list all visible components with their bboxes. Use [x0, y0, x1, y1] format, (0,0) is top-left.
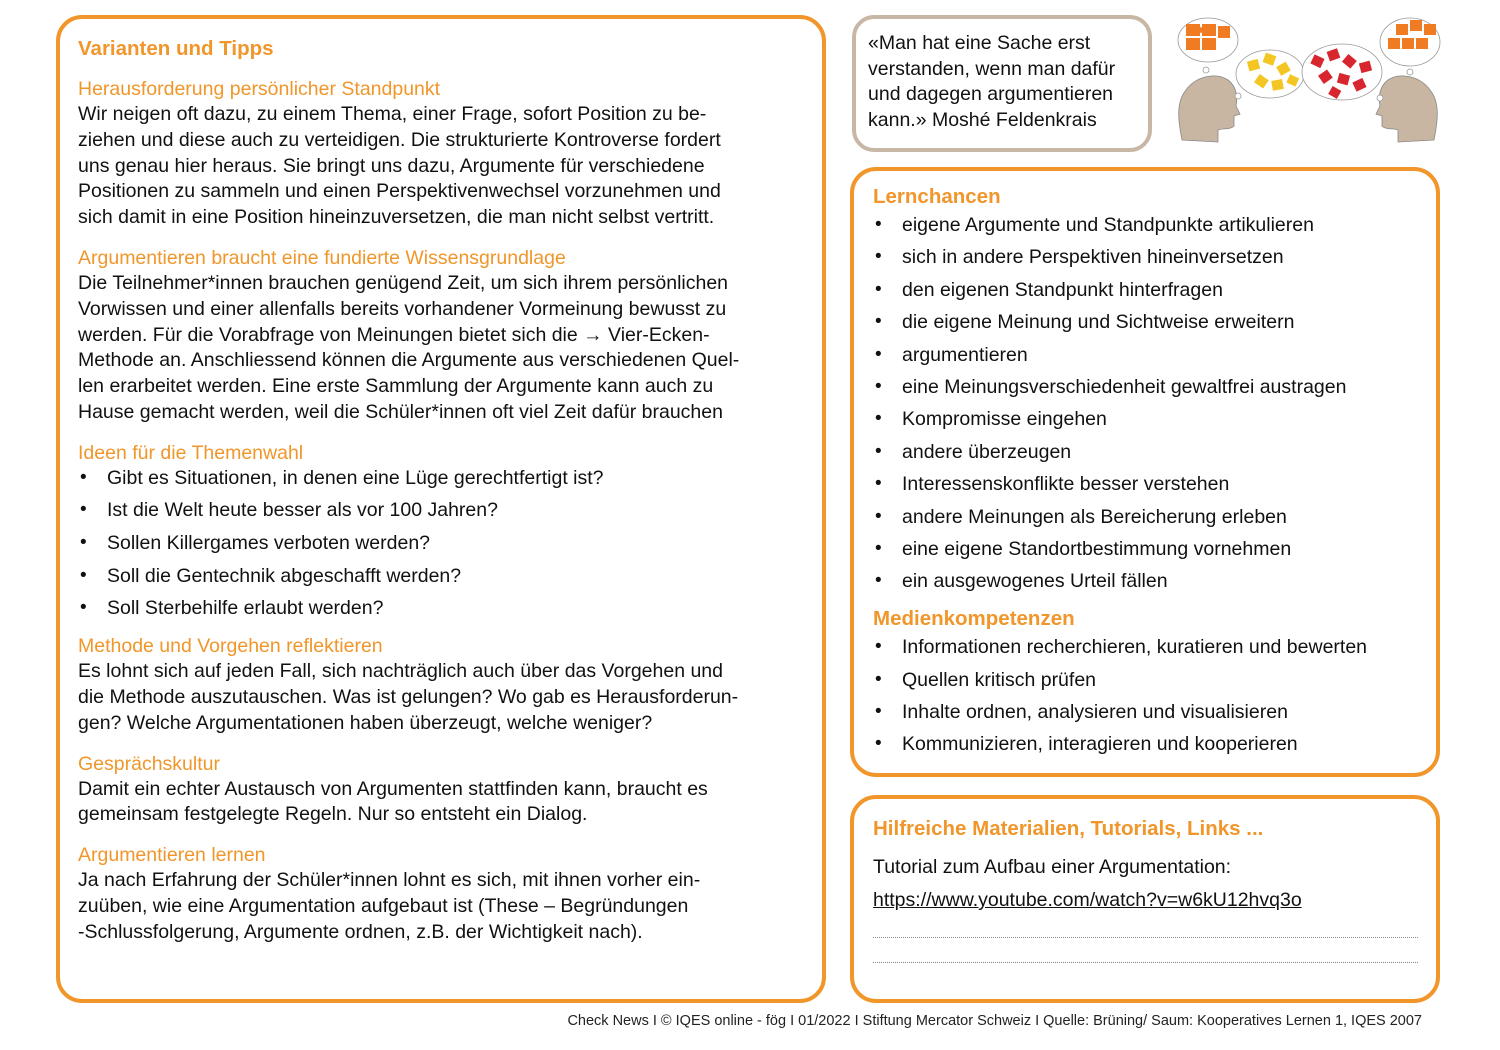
text-line: Ja nach Erfahrung der Schüler*innen lohnt es sich, mit ihnen vorher ein-: [78, 869, 701, 892]
footer-credits: Check News I © IQES online - fög I 01/2022 I Stiftung Mercator Schweiz I Quelle: Brüning/ Saum: Kooperatives Lernen 1, IQES 2007: [567, 1013, 1422, 1029]
list-item: • Soll die Gentechnik abgeschafft werden?: [78, 564, 802, 588]
list-item: • Soll Sterbehilfe erlaubt werden?: [78, 596, 802, 620]
text-line: Hause gemacht werden, weil die Schüler*innen oft viel Zeit dafür brauchen: [78, 400, 723, 423]
tutorial-link[interactable]: https://www.youtube.com/watch?v=w6kU12hvq3o: [873, 889, 1302, 911]
section-argumentieren-lernen: [78, 843, 802, 945]
list-item: • sich in andere Perspektiven hineinversetzen: [873, 245, 1418, 269]
text-line: ziehen und diese auch zu verteidigen. Die strukturierte Kontroverse fordert: [78, 128, 721, 151]
section-title: Methode und Vorgehen reflektieren: [78, 635, 383, 658]
text-line: Positionen zu sammeln und einen Perspektivenwechsel vorzunehmen und: [78, 180, 721, 203]
topic-list: [78, 466, 802, 620]
text-line: uns genau hier heraus. Sie bringt uns dazu, Argumente für verschiedene: [78, 154, 705, 177]
text-line: Wir neigen oft dazu, zu einem Thema, einer Frage, sofort Position zu be-: [78, 103, 707, 125]
list-item: • argumentieren: [873, 343, 1418, 367]
blank-line: [873, 927, 1418, 938]
text-line: Vorwissen und einer allenfalls bereits vorhandener Vormeinung bewusst zu: [78, 297, 727, 320]
quote-line: «Man hat eine Sache erst: [868, 32, 1091, 54]
quote-box: [852, 15, 1152, 152]
list-item: • Kommunizieren, interagieren und kooperieren: [873, 732, 1418, 756]
list-item: • Sollen Killergames verboten werden?: [78, 531, 802, 555]
section-text: [78, 659, 802, 736]
section-title: Herausforderung persönlicher Standpunkt: [78, 78, 441, 100]
list-item: • Interessenskonflikte besser verstehen: [873, 472, 1418, 496]
list-item: • ein ausgewogenes Urteil fällen: [873, 569, 1418, 593]
list-item: • die eigene Meinung und Sichtweise erweitern: [873, 310, 1418, 334]
quote-line: und dagegen argumentieren: [868, 83, 1114, 105]
section-title: Gesprächskultur: [78, 752, 220, 775]
section-title: Argumentieren braucht eine fundierte Wissensgrundlage: [78, 246, 566, 269]
links-panel: [850, 795, 1440, 1003]
quote-line: kann.» Moshé Feldenkrais: [868, 108, 1097, 131]
section-text: [78, 271, 802, 426]
list-item: • eine Meinungsverschiedenheit gewaltfrei austragen: [873, 375, 1418, 399]
two-heads-puzzle-illustration: [1172, 10, 1444, 150]
list-item: • Inhalte ordnen, analysieren und visualisieren: [873, 700, 1418, 724]
text-line: Damit ein echter Austausch von Argumenten stattfinden kann, braucht es: [78, 777, 708, 800]
text-line: werden. Für die Vorabfrage von Meinungen bietet sich die → Vier-Ecken-: [78, 323, 710, 346]
text-line: zuüben, wie eine Argumentation aufgebaut ist (These – Begründungen: [78, 894, 689, 917]
text-line: die Methode auszutauschen. Was ist gelungen? Wo gab es Herausforderun-: [78, 685, 739, 708]
text-line: gemeinsam festgelegte Regeln. Nur so entsteht ein Dialog.: [78, 803, 588, 826]
list-item: • Kompromisse eingehen: [873, 407, 1418, 431]
section-title: Ideen für die Themenwahl: [78, 441, 304, 464]
section-standpunkt: [78, 77, 802, 231]
text-line: Es lohnt sich auf jeden Fall, sich nachträglich auch über das Vorgehen und: [78, 660, 723, 683]
section-title: Argumentieren lernen: [78, 844, 266, 867]
list-item: • eigene Argumente und Standpunkte artikulieren: [873, 213, 1418, 237]
list-item: • andere überzeugen: [873, 440, 1418, 464]
blank-line: [873, 952, 1418, 963]
quote-text: [868, 31, 1138, 133]
section-text: [78, 102, 802, 231]
links-title: Hilfreiche Materialien, Tutorials, Links ...: [873, 817, 1264, 840]
learning-list: [873, 213, 1418, 593]
quote-line: verstanden, wenn man dafür: [868, 57, 1116, 80]
learning-panel: [850, 167, 1440, 777]
tips-title: Varianten und Tipps: [78, 37, 274, 60]
section-reflektieren: [78, 634, 802, 736]
media-title: Medienkompetenzen: [873, 607, 1075, 631]
text-line: len erarbeitet werden. Eine erste Sammlung der Argumente kann auch zu: [78, 375, 714, 398]
learning-title: Lernchancen: [873, 185, 1001, 208]
section-gespraechskultur: [78, 752, 802, 829]
tips-panel: [56, 15, 826, 1003]
text-line: Die Teilnehmer*innen brauchen genügend Zeit, um sich ihrem persönlichen: [78, 271, 729, 294]
section-text: [78, 868, 802, 945]
list-item: • Quellen kritisch prüfen: [873, 668, 1418, 692]
text-line: -Schlussfolgerung, Argumente ordnen, z.B. der Wichtigkeit nach).: [78, 920, 643, 943]
section-text: [78, 777, 802, 829]
list-item: • Ist die Welt heute besser als vor 100 Jahren?: [78, 498, 802, 522]
tutorial-label: Tutorial zum Aufbau einer Argumentation:: [873, 856, 1232, 878]
text-line: sich damit in eine Position hineinzuversetzen, die man nicht selbst vertritt.: [78, 206, 715, 229]
list-item: • Gibt es Situationen, in denen eine Lüge gerechtfertigt ist?: [78, 466, 802, 490]
list-item: • den eigenen Standpunkt hinterfragen: [873, 278, 1418, 302]
text-line: Methode an. Anschliessend können die Argumente aus verschiedenen Quel-: [78, 349, 740, 372]
section-wissensgrundlage: [78, 246, 802, 426]
list-item: • Informationen recherchieren, kuratieren und bewerten: [873, 635, 1418, 659]
media-list: [873, 635, 1418, 756]
text-line: gen? Welche Argumentationen haben überzeugt, welche weniger?: [78, 711, 653, 734]
list-item: • eine eigene Standortbestimmung vornehmen: [873, 537, 1418, 561]
list-item: • andere Meinungen als Bereicherung erleben: [873, 505, 1418, 529]
section-themenwahl: [78, 441, 802, 620]
